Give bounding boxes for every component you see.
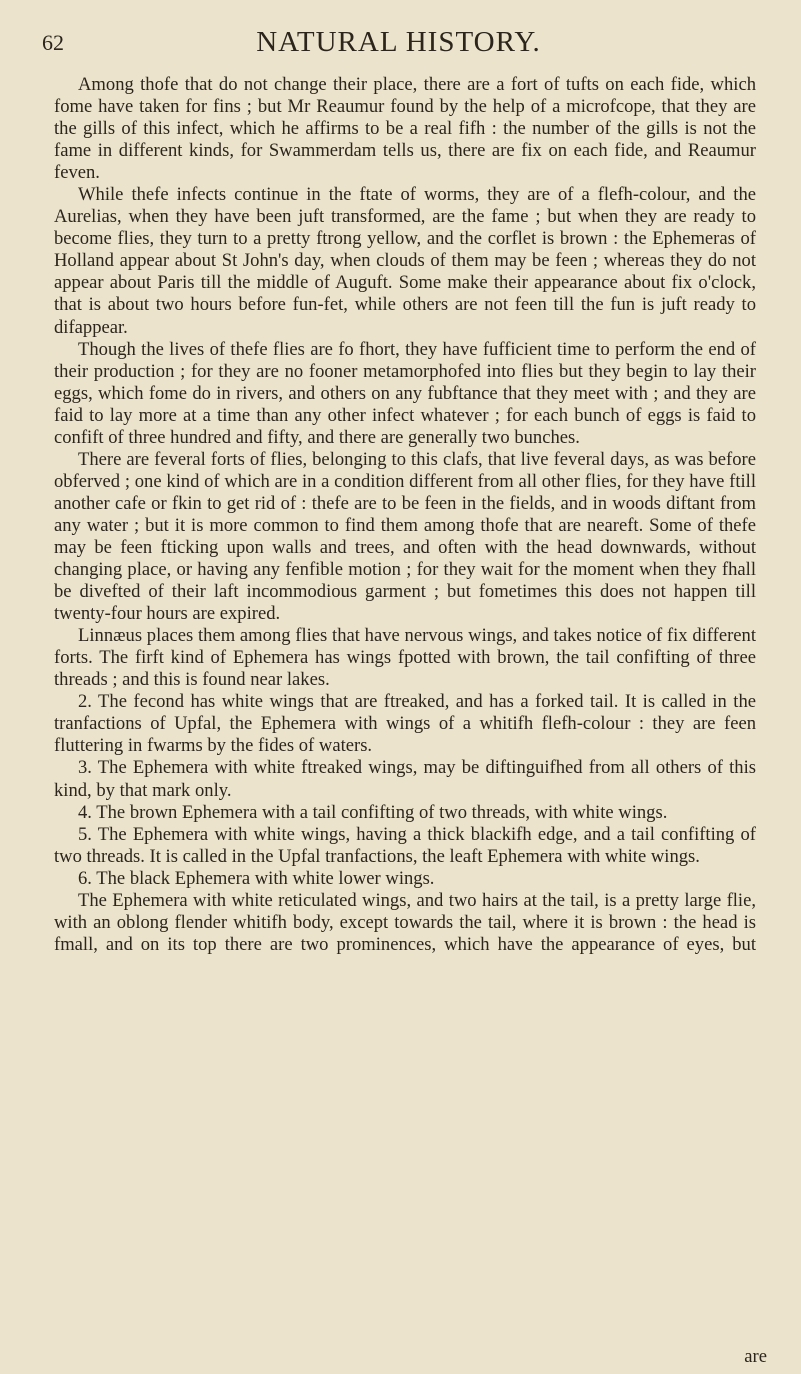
- body-text: [54, 74, 756, 956]
- paragraph: 2. The fecond has white wings that are ftreaked, and has a forked tail. It is called in the tranfactions of Upfal, the Ephemera with wings of a whitifh flefh-colour : they are feen fluttering in fwarms by the fides of waters.: [54, 691, 756, 757]
- paragraph: 6. The black Ephemera with white lower wings.: [78, 867, 435, 889]
- paragraph: Linnæus places them among flies that have nervous wings, and takes notice of fix different forts. The firft kind of Ephemera has wings fpotted with brown, the tail confifting of three threads ; and this is found near lakes.: [54, 625, 756, 691]
- page-number: 62: [42, 30, 64, 55]
- running-head: NATURAL HISTORY.: [256, 26, 541, 58]
- catchword: are: [744, 1346, 767, 1367]
- paragraph: The Ephemera with white reticulated wings, and two hairs at the tail, is a pretty large flie, with an oblong flender whitifh body, except towards the tail, where it is brown : the head is fmall, and on its top there are two prominences, which have the appearance of eyes, but: [54, 889, 756, 955]
- page-header: [42, 26, 755, 66]
- paragraph: 3. The Ephemera with white ftreaked wings, may be diftinguifhed from all others of this kind, by that mark only.: [54, 757, 756, 801]
- paragraph: While thefe infects continue in the ftate of worms, they are of a flefh-colour, and the Aurelias, when they have been juft transformed, are the fame ; but when they are ready to become flies, they turn to a pretty ftrong yellow, and the corflet is brown : the Ephemeras of Holland appear about St John's day, when clouds of them may be feen ; whereas they do not appear about Paris till the middle of Auguft. Some make their appearance about fix o'clock, that is about two hours before fun-fet, while others are not feen till the fun is juft ready to difappear.: [54, 184, 756, 338]
- paragraph: Among thofe that do not change their place, there are a fort of tufts on each fide, which fome have taken for fins ; but Mr Reaumur found by the help of a microfcope, that they are the gills of this infect, which he affirms to be a real fifh : the number of the gills is not the fame in different kinds, for Swammerdam tells us, there are fix on each fide, and Reaumur feven.: [54, 74, 756, 184]
- paragraph: There are feveral forts of flies, belonging to this clafs, that live feveral days, as was before obferved ; one kind of which are in a condition different from all other flies, for they have ftill another cafe or fkin to get rid of : thefe are to be feen in the fields, and in woods diftant from any water ; but it is more common to find them among thofe that are neareft. Some of thefe may be feen fticking upon walls and trees, and often with the head downwards, without changing place, or having any fenfible motion ; for they wait for the moment when they fhall be divefted of their laft incommodious garment ; but fometimes this does not happen till twenty-four hours are expired.: [54, 448, 756, 625]
- paragraph: 4. The brown Ephemera with a tail confifting of two threads, with white wings.: [78, 801, 668, 823]
- paragraph: 5. The Ephemera with white wings, having a thick blackifh edge, and a tail confifting of two threads. It is called in the Upfal tranfactions, the leaft Ephemera with white wings.: [54, 823, 756, 867]
- paragraph: Though the lives of thefe flies are fo fhort, they have fufficient time to perform the end of their production ; for they are no fooner metamorphofed into flies but they begin to lay their eggs, which fome do in rivers, and others on any fubftance that they meet with ; and they are faid to lay more at a time than any other infect whatever ; for each bunch of eggs is faid to confift of three hundred and fifty, and there are generally two bunches.: [54, 338, 756, 448]
